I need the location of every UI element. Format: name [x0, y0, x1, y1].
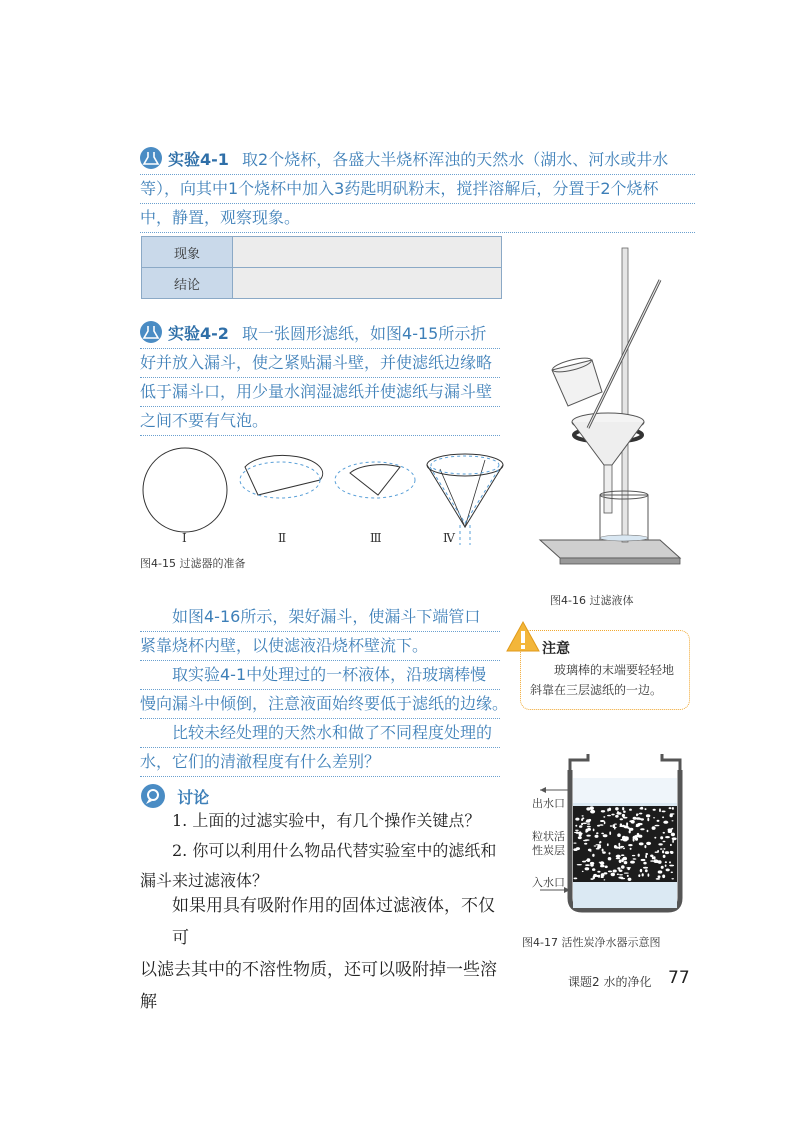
- text-line: 之间不要有气泡。: [140, 407, 500, 436]
- text-line: 玻璃棒的末端要轻轻地: [554, 663, 675, 677]
- figure-label: Ⅲ: [370, 531, 382, 545]
- observation-table: [141, 236, 502, 299]
- table-row: [142, 237, 502, 268]
- text-line: 水，它们的清澈程度有什么差别？: [140, 748, 500, 777]
- filter-paper-folding-illustration: [140, 445, 510, 545]
- text-line: 如图4-16所示，架好漏斗，使漏斗下端管口: [140, 603, 500, 632]
- text-line: 慢向漏斗中倾倒，注意液面始终要低于滤纸的边缘。: [140, 690, 500, 719]
- table-header-cell: 结论: [142, 268, 233, 299]
- footer-section-title: 课题2 水的净化: [568, 975, 652, 989]
- text-line: 比较未经处理的天然水和做了不同程度处理的: [140, 719, 500, 748]
- text-line: 紧靠烧杯内壁，以使滤液沿烧杯壁流下。: [140, 632, 500, 661]
- text-line: 好并放入漏斗，使之紧贴漏斗壁，并使滤纸边缘略: [140, 349, 500, 378]
- text-line: 2. 你可以利用什么物品代替实验室中的滤纸和: [172, 841, 497, 860]
- note-title: 注意: [542, 641, 570, 657]
- experiment-label: 实验4-1: [168, 150, 229, 169]
- filtration-apparatus-illustration: [520, 240, 690, 570]
- text-line: 低于漏斗口，用少量水润湿滤纸并使滤纸与漏斗壁: [140, 378, 500, 407]
- figure-label: Ⅳ: [443, 531, 455, 545]
- discussion-questions: [140, 806, 510, 896]
- text-line: 中，静置，观察现象。: [140, 204, 695, 233]
- text-line: 漏斗来过滤液体？: [140, 871, 269, 890]
- experiment-flask-icon: [140, 147, 162, 169]
- figure-label: Ⅰ: [182, 531, 187, 545]
- text-line: 斜靠在三层滤纸的一边。: [530, 683, 663, 697]
- figure-4-16: [520, 240, 690, 610]
- table-header-cell: 现象: [142, 237, 233, 268]
- table-value-cell: [233, 268, 502, 299]
- figure-4-15: [140, 445, 510, 575]
- carbon-layer-label: 粒状活 性炭层: [532, 830, 565, 857]
- figure-4-17: [520, 748, 690, 948]
- experiment-4-2: [140, 320, 500, 436]
- figure-label: Ⅱ: [278, 531, 287, 545]
- page-number: 77: [668, 968, 690, 988]
- text-line: 取一张圆形滤纸，如图4-15所示折: [242, 324, 487, 343]
- inlet-label: 入水口: [532, 876, 565, 889]
- filtration-procedure: [140, 603, 509, 777]
- experiment-label: 实验4-2: [168, 324, 229, 343]
- warning-icon: [505, 620, 541, 658]
- outlet-label: 出水口: [532, 797, 565, 810]
- text-line: 如果用具有吸附作用的固体过滤液体，不仅可: [172, 896, 495, 948]
- closing-paragraph: [140, 890, 510, 1018]
- note-text: [530, 660, 674, 700]
- experiment-flask-icon: [140, 321, 162, 343]
- discussion-title: 讨论: [177, 787, 210, 807]
- text-line: 取2个烧杯，各盛大半烧杯浑浊的天然水（湖水、河水或井水: [242, 150, 669, 169]
- text-line: 取实验4-1中处理过的一杯液体，沿玻璃棒慢: [140, 661, 500, 690]
- figure-caption: 图4-16 过滤液体: [550, 594, 634, 607]
- table-row: [142, 268, 502, 299]
- figure-caption: 图4-17 活性炭净水器示意图: [522, 936, 661, 949]
- table-value-cell: [233, 237, 502, 268]
- text-line: 等），向其中1个烧杯中加入3药匙明矾粉末，搅拌溶解后，分置于2个烧杯: [140, 175, 695, 204]
- figure-caption: 图4-15 过滤器的准备: [140, 557, 246, 570]
- text-line: 1. 上面的过滤实验中，有几个操作关键点？: [172, 811, 481, 830]
- text-line: 以滤去其中的不溶性物质，还可以吸附掉一些溶解: [140, 960, 497, 1012]
- experiment-4-1: [140, 146, 695, 233]
